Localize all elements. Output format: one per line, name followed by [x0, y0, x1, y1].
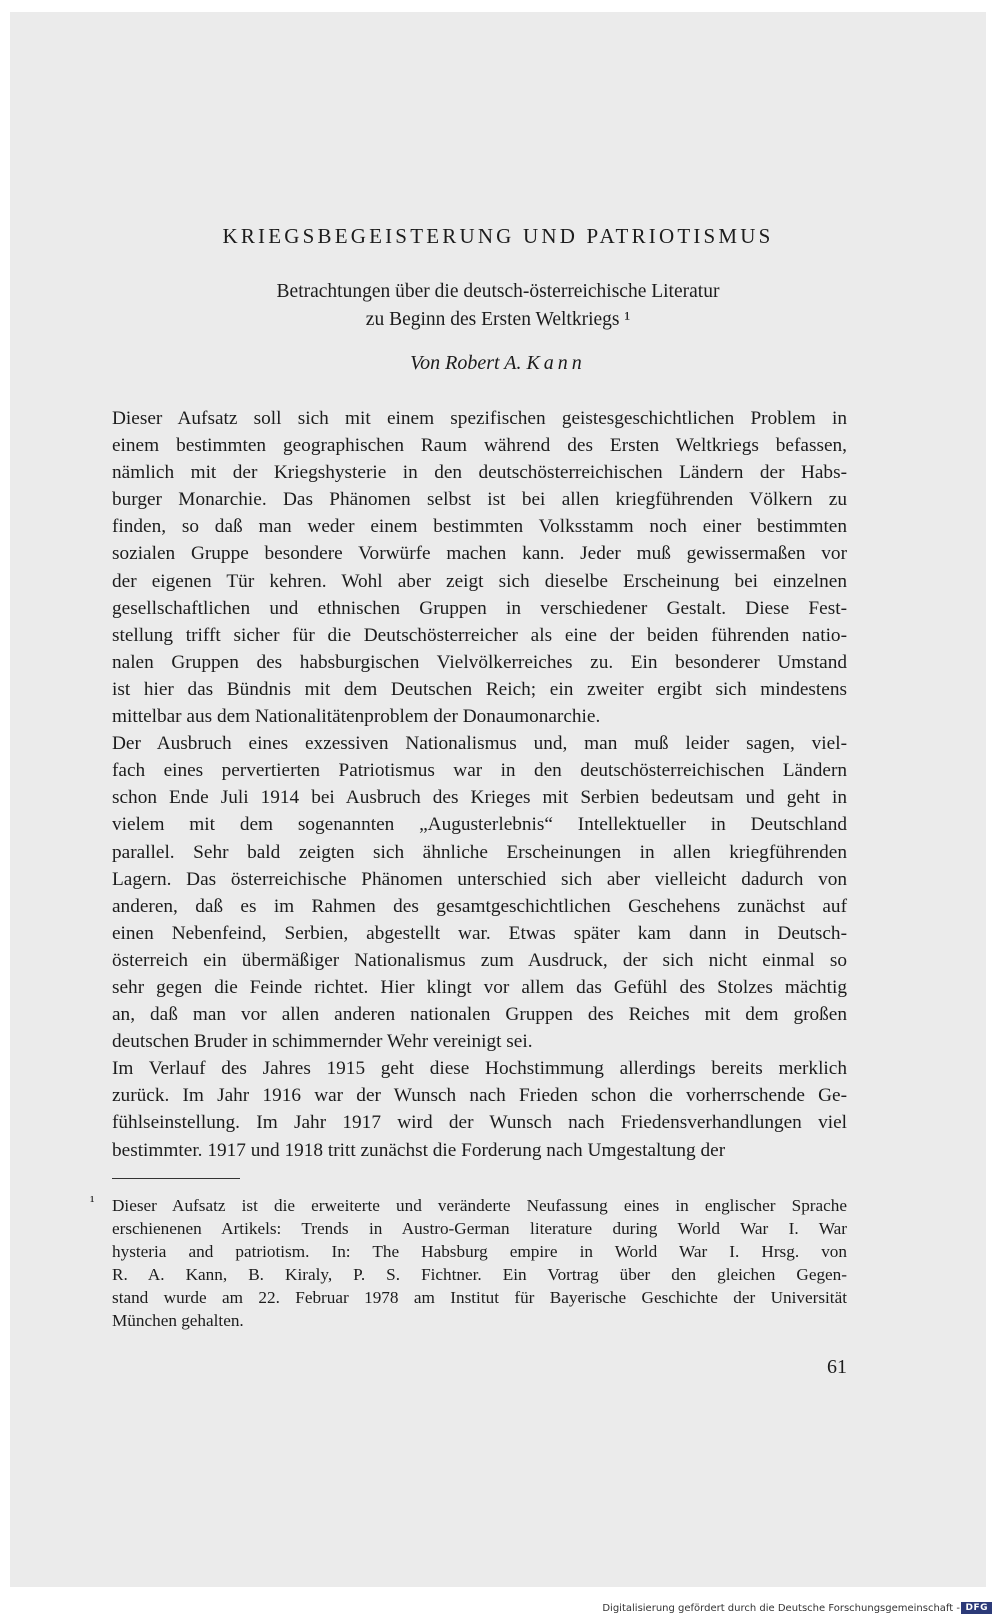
- body-line: stellung trifft sicher für die Deutschösterreicher als eine der beiden führenden natio-: [112, 624, 847, 646]
- body-line: mittelbar aus dem Nationalitätenproblem der Donaumonarchie.: [112, 706, 601, 728]
- body-line: der eigenen Tür kehren. Wohl aber zeigt sich dieselbe Erscheinung bei einzelnen: [112, 570, 847, 592]
- body-line: an, daß man vor allen anderen nationalen Gruppen des Reiches mit dem großen: [112, 1004, 847, 1026]
- body-line: vielem mit dem sogenannten „Augusterlebnis“ Intellektueller in Deutschland: [112, 814, 847, 836]
- footnote-line: R. A. Kann, B. Kiraly, P. S. Fichtner. Ein Vortrag über den gleichen Gegen-: [112, 1265, 847, 1284]
- author-surname: Kann: [526, 352, 586, 374]
- body-line: Der Ausbruch eines exzessiven Nationalismus und, man muß leider sagen, viel-: [112, 733, 847, 755]
- footnote-line: hysteria and patriotism. In: The Habsburg empire in World War I. Hrsg. von: [112, 1242, 847, 1261]
- subtitle-line-1: Betrachtungen über die deutsch-österreichische Literatur: [276, 281, 720, 302]
- author-prefix: Von Robert A.: [410, 352, 522, 374]
- body-line: finden, so daß man weder einem bestimmten Volksstamm noch einer bestimmten: [112, 516, 847, 538]
- article-subtitle: [10, 278, 986, 334]
- body-line: österreich ein übermäßiger Nationalismus zum Ausdruck, der sich nicht einmal so: [112, 949, 847, 971]
- footnote-text: [112, 1194, 847, 1332]
- body-line: Lagern. Das österreichische Phänomen unterschied sich aber vielleicht dadurch von: [112, 868, 847, 890]
- body-line: parallel. Sehr bald zeigten sich ähnliche Erscheinungen in allen kriegführenden: [112, 841, 847, 863]
- body-text: [112, 405, 847, 1164]
- article-title: KRIEGSBEGEISTERUNG UND PATRIOTISMUS: [222, 224, 774, 248]
- body-line: schon Ende Juli 1914 bei Ausbruch des Krieges mit Serbien bedeutsam und geht in: [112, 787, 847, 809]
- footnote-line: erschienenen Artikels: Trends in Austro-German literature during World War I. War: [112, 1219, 847, 1238]
- footnote-line: München gehalten.: [112, 1311, 244, 1330]
- body-line: einen Nebenfeind, Serbien, abgestellt war. Etwas später kam dann in Deutsch-: [112, 922, 847, 944]
- body-line: ist hier das Bündnis mit dem Deutschen Reich; ein zweiter ergibt sich mindestens: [112, 678, 847, 700]
- footnote-line: stand wurde am 22. Februar 1978 am Institut für Bayerische Geschichte der Universität: [112, 1288, 847, 1307]
- dfg-logo: DFG: [961, 1602, 992, 1614]
- body-line: sehr gegen die Feinde richtet. Hier klingt vor allem das Gefühl des Stolzes mächtig: [112, 976, 847, 998]
- body-line: deutschen Bruder in schimmernder Wehr vereinigt sei.: [112, 1031, 533, 1053]
- footnote-mark: ¹: [90, 1194, 95, 1210]
- subtitle-line-2: zu Beginn des Ersten Weltkriegs ¹: [365, 309, 631, 330]
- body-line: sozialen Gruppe besondere Vorwürfe machen kann. Jeder muß gewissermaßen vor: [112, 543, 847, 565]
- footnote-divider: [112, 1178, 240, 1179]
- body-line: anderen, daß es im Rahmen des gesamtgeschichtlichen Geschehens zunächst auf: [112, 895, 847, 917]
- footnote-line: Dieser Aufsatz ist die erweiterte und veränderte Neufassung eines in englischer Sprache: [112, 1196, 847, 1215]
- body-line: einem bestimmten geographischen Raum während des Ersten Weltkriegs befassen,: [112, 435, 847, 457]
- body-line: nalen Gruppen des habsburgischen Vielvölkerreiches zu. Ein besonderer Umstand: [112, 651, 847, 673]
- footnote: [90, 1194, 847, 1332]
- page-number: 61: [827, 1356, 847, 1378]
- body-line: Im Verlauf des Jahres 1915 geht diese Hochstimmung allerdings bereits merklich: [112, 1058, 847, 1080]
- body-line: burger Monarchie. Das Phänomen selbst ist bei allen kriegführenden Völkern zu: [112, 489, 847, 511]
- body-line: fach eines pervertierten Patriotismus war in den deutschösterreichischen Ländern: [112, 760, 847, 782]
- body-line: bestimmter. 1917 und 1918 tritt zunächst die Forderung nach Umgestaltung der: [112, 1139, 726, 1161]
- body-line: zurück. Im Jahr 1916 war der Wunsch nach Frieden schon die vorherrschende Ge-: [112, 1085, 847, 1107]
- body-line: fühlseinstellung. Im Jahr 1917 wird der Wunsch nach Friedensverhandlungen viel: [112, 1112, 847, 1134]
- body-line: Dieser Aufsatz soll sich mit einem spezifischen geistesgeschichtlichen Problem in: [112, 408, 847, 429]
- article-author: [10, 352, 986, 375]
- digitization-credit: Digitalisierung gefördert durch die Deutsche Forschungsgemeinschaft -: [602, 1603, 960, 1614]
- body-line: gesellschaftlichen und ethnischen Gruppen in verschiedener Gestalt. Diese Fest-: [112, 597, 847, 619]
- body-line: nämlich mit der Kriegshysterie in den deutschösterreichischen Ländern der Habs-: [112, 462, 847, 484]
